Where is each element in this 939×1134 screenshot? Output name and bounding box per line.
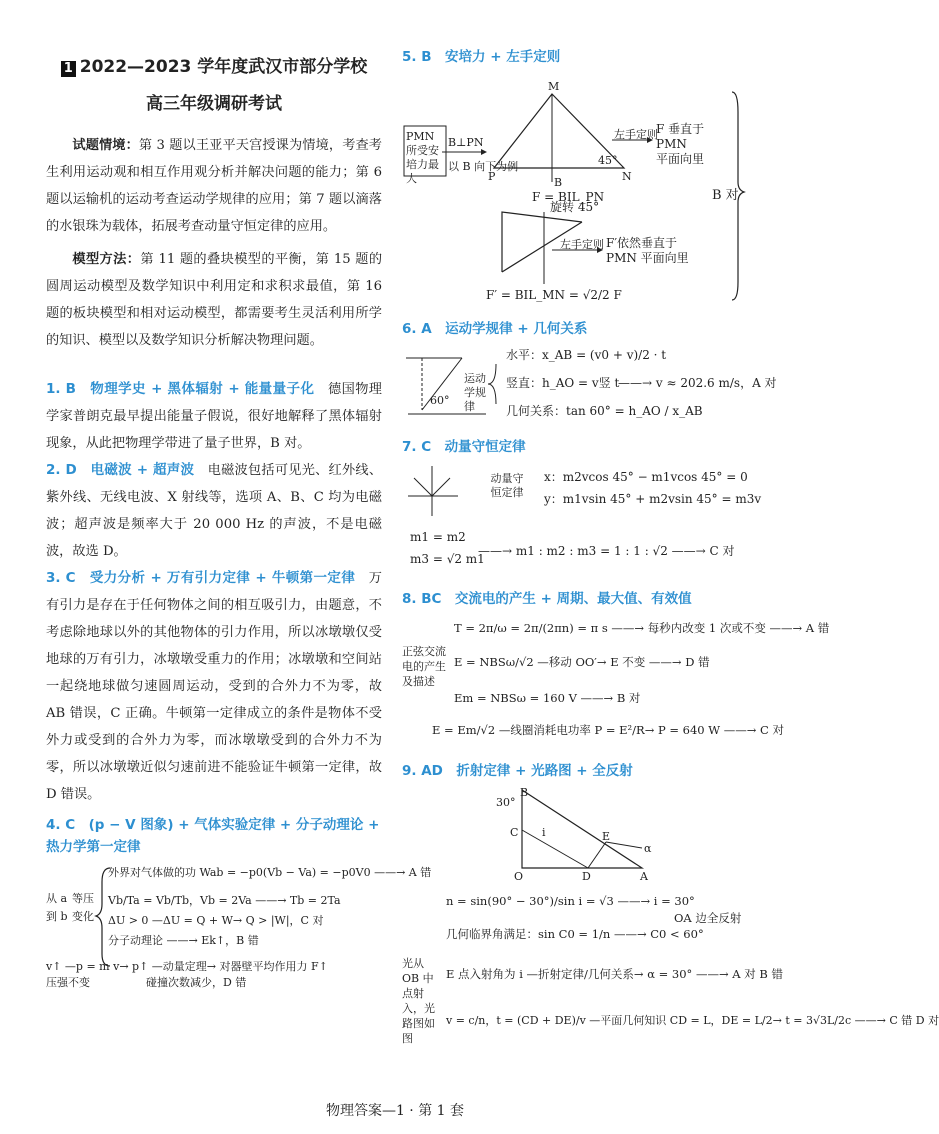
q5-angle: 45° [598,154,618,167]
page-footer: 物理答案—1 · 第 1 套 [325,1103,465,1119]
q9-side: 光从 OB 中点射入，光路图如图 [402,957,435,1045]
q7-label [472,472,542,500]
q9-l3: E 点入射角为 i —折射定律/几何关系→ α = 30° ——→ A 对 B 错 [446,967,783,981]
q6-h: 水平：x_AB = (v0 + v)/2 · t [506,348,667,362]
q6-g: 几何关系：tan 60° = h_AO / x_AB [506,404,703,418]
right-column [402,46,939,1056]
q9-i: i [542,826,546,839]
q7-figure [402,462,462,522]
q5-result1a: F 垂直于 [656,122,705,136]
q5-arrow2: 左手定则 [614,128,658,141]
model-label: 模型方法： [72,252,141,267]
q9-tag: 9. AD 折射定律 + 光路图 + 全反射 [402,763,633,779]
q5-diagram [402,72,748,312]
q4-line2b: ΔU > 0 —ΔU = Q + W→ Q > |W|，C 对 [108,914,324,927]
q5-result2 [606,236,689,266]
q5-label-B: B [554,176,563,189]
q5-result1c: 平面向里 [656,152,705,166]
q4-line2a: Vb/Ta = Vb/Tb，Vb = 2Va ——→ Tb = 2Ta [108,894,341,907]
q8-l3: Em = NBSω = 160 V ——→ B 对 [454,691,641,705]
q9-l1: n = sin(90° − 30°)/sin i = √3 ——→ i = 30° [446,894,695,908]
q5-rotate: 旋转 45° [550,200,600,214]
q5-result1b: PMN [656,137,687,151]
answer-1-tag: 1. B 物理学史 + 黑体辐射 + 能量量子化 [46,381,315,397]
q7-eqy: y：m1vsin 45° + m2vsin 45° = m3v [544,492,762,506]
q5-arrow1b: 以 B 向下为例 [448,160,519,173]
answer-3 [46,565,382,808]
model-paragraph [46,246,382,354]
q5-result1 [656,122,704,167]
q9-D: D [582,870,591,883]
q9-l2r: OA 边全反射 [674,911,742,925]
q8-l1: T = 2π/ω = 2π/(2πn) = π s ——→ 每秒内改变 1 次或不变 ——→ A 错 [454,621,830,635]
answer-1-text: 德国物理学家普朗克最早提出能量子假说，很好地解释了黑体辐射现象，从此把物理学带进了量子世界，B 对。 [46,382,382,451]
exam-title [46,52,382,77]
q5-label-M: M [548,80,560,93]
answer-4-tag-line2: 热力学第一定律 [46,839,141,855]
q9-alpha: α [644,842,652,855]
q4-process: 等压变化 [72,892,94,923]
situation-paragraph [46,132,382,240]
q7-label1: 动量守 [490,472,524,485]
q7-diagram [402,462,762,582]
q5-result2b: PMN 平面向里 [606,251,689,265]
answer-1 [46,376,382,457]
q4-to: 到 b [46,910,68,923]
q7-result: ——→ m1 : m2 : m3 = 1 : 1 : √2 ——→ C 对 [478,544,735,558]
q5-formula2: F′ = BIL_MN = √2/2 F [486,288,622,302]
q7-r2: m3 = √2 m1 [410,552,485,566]
answer-2 [46,457,382,565]
q7-r1: m1 = m2 [410,530,466,544]
q9-l2: 几何临界角满足：sin C0 = 1/n ——→ C0 < 60° [446,927,704,941]
title-line-1: 2022—2023 学年度武汉市部分学校 [79,57,368,77]
q6-tag: 6. A 运动学规律 + 几何关系 [402,321,588,337]
q6-label: 运动学规律 [464,372,486,413]
q6-diagram [402,344,777,430]
situation-text: 第 3 题以王亚平天宫授课为情境，考查考生利用运动观和相互作用观分析并解决问题的能力；第 6 题以运输机的运动考查运动学规律的应用；第 7 题以滴落的水银珠为载体，拓展考查动量守恒定律的应用。 [46,138,382,234]
q9-figure [402,786,748,886]
answer-2-text: 电磁波包括可见光、红外线、紫外线、无线电波、X 射线等，选项 A、B、C 均为电磁波；超声波是频率大于 20 000 Hz 的声波，不是电磁波，故选 D。 [46,463,383,559]
q5-label-N: N [622,170,632,183]
q9-E: E [602,830,611,843]
q5-label-P: P [488,170,496,183]
q5-arrow1: B⊥PN [448,136,484,149]
q7-label2: 恒定律 [490,486,524,499]
q9-A: A [640,870,648,883]
q4-line1: 外界对气体做的功 Wab = −p0(Vb − Va) = −p0V0 ——→ A 错 [108,866,432,879]
q9-angle: 30° [496,796,516,809]
q6-v: 竖直：h_AO = v竖 t [506,376,620,390]
q4-from: 从 a [46,892,68,905]
q5-box-text: PMN 所受安培力最大 [406,130,439,185]
q8-side: 正弦交流电的产生及描述 [402,645,446,688]
q9-B: B [520,786,529,799]
q7-eqx: x：m2vcos 45° − m1vcos 45° = 0 [544,470,748,484]
q8-diagram [402,614,830,754]
q4-line3a: v↑ —p = m v→ p↑ —动量定理→ 对器壁平均作用力 F↑ [46,960,328,973]
q9-l4: v = c/n，t = (CD + DE)/v —平面几何知识 CD = L，DE = L/2→ t = 3√3L/2c ——→ C 错 D 对 [446,1014,939,1027]
answer-3-text: 万有引力是存在于任何物体之间的相互吸引力，由题意，不考虑除地球以外的其他物体的引力作用，所以冰墩墩仅受地球的万有引力，冰墩墩受重力的作用；冰墩墩和空间站一起绕地球做匀速圆周运动，受到的合外力不为零，故 AB 错误，C 正确。牛顿第一定律成立的条件是物体不受外力或受到的合外力为零，而冰墩墩受到的合外力不为零，所以冰墩墩近似匀速前进不能验证牛顿第一定律，故 D 错误。 [46,571,382,802]
answer-4-tag-line1: 4. C (p − V 图象) + 气体实验定律 + 分子动理论 + [46,817,380,833]
q6-result: ——→ v ≈ 202.6 m/s，A 对 [618,376,777,390]
answer-2-tag: 2. D 电磁波 + 超声波 [46,462,195,478]
title-line-2: 高三年级调研考试 [146,94,282,114]
q9-diagram [402,786,939,1056]
q8-l4: E = Em/√2 —线圈消耗电功率 P = E²/R→ P = 640 W ——→ C 对 [432,723,784,737]
q6-angle: 60° [430,394,450,407]
q5-tag: 5. B 安培力 + 左手定则 [402,49,561,65]
q8-l2: E = NBSω/√2 —移动 OO′→ E 不变 ——→ D 错 [454,655,710,669]
q5-result2a: F′依然垂直于 [606,236,678,250]
q8-tag: 8. BC 交流电的产生 + 周期、最大值、有效值 [402,591,692,607]
q4-line2c: 分子动理论 ——→ Ek↑，B 错 [108,934,259,947]
q5-formula1: F = BIL_PN [532,190,605,204]
badge: 1 [61,61,76,77]
q4-line3c: 碰撞次数减少，D 错 [146,976,247,989]
q5-verdict: B 对 [712,188,739,203]
model-text: 第 11 题的叠块模型的平衡，第 15 题的圆周运动模型及数学知识中利用定和求积求最值，第 16 题的板块模型和相对运动模型，都需要考生灵活利用所学的知识、模型以及数学知识分析解决物理问题。 [46,252,383,348]
answer-3-tag: 3. C 受力分析 + 万有引力定律 + 牛顿第一定律 [46,570,356,586]
situation-label: 试题情境： [72,138,139,153]
q4-line3b: 压强不变 [46,976,90,989]
q5-arrow2-repeat: 左手定则 [560,238,604,251]
q4-flow [46,862,432,992]
q7-tag: 7. C 动量守恒定律 [402,439,526,455]
q9-O: O [514,870,524,883]
q9-C: C [510,826,519,839]
